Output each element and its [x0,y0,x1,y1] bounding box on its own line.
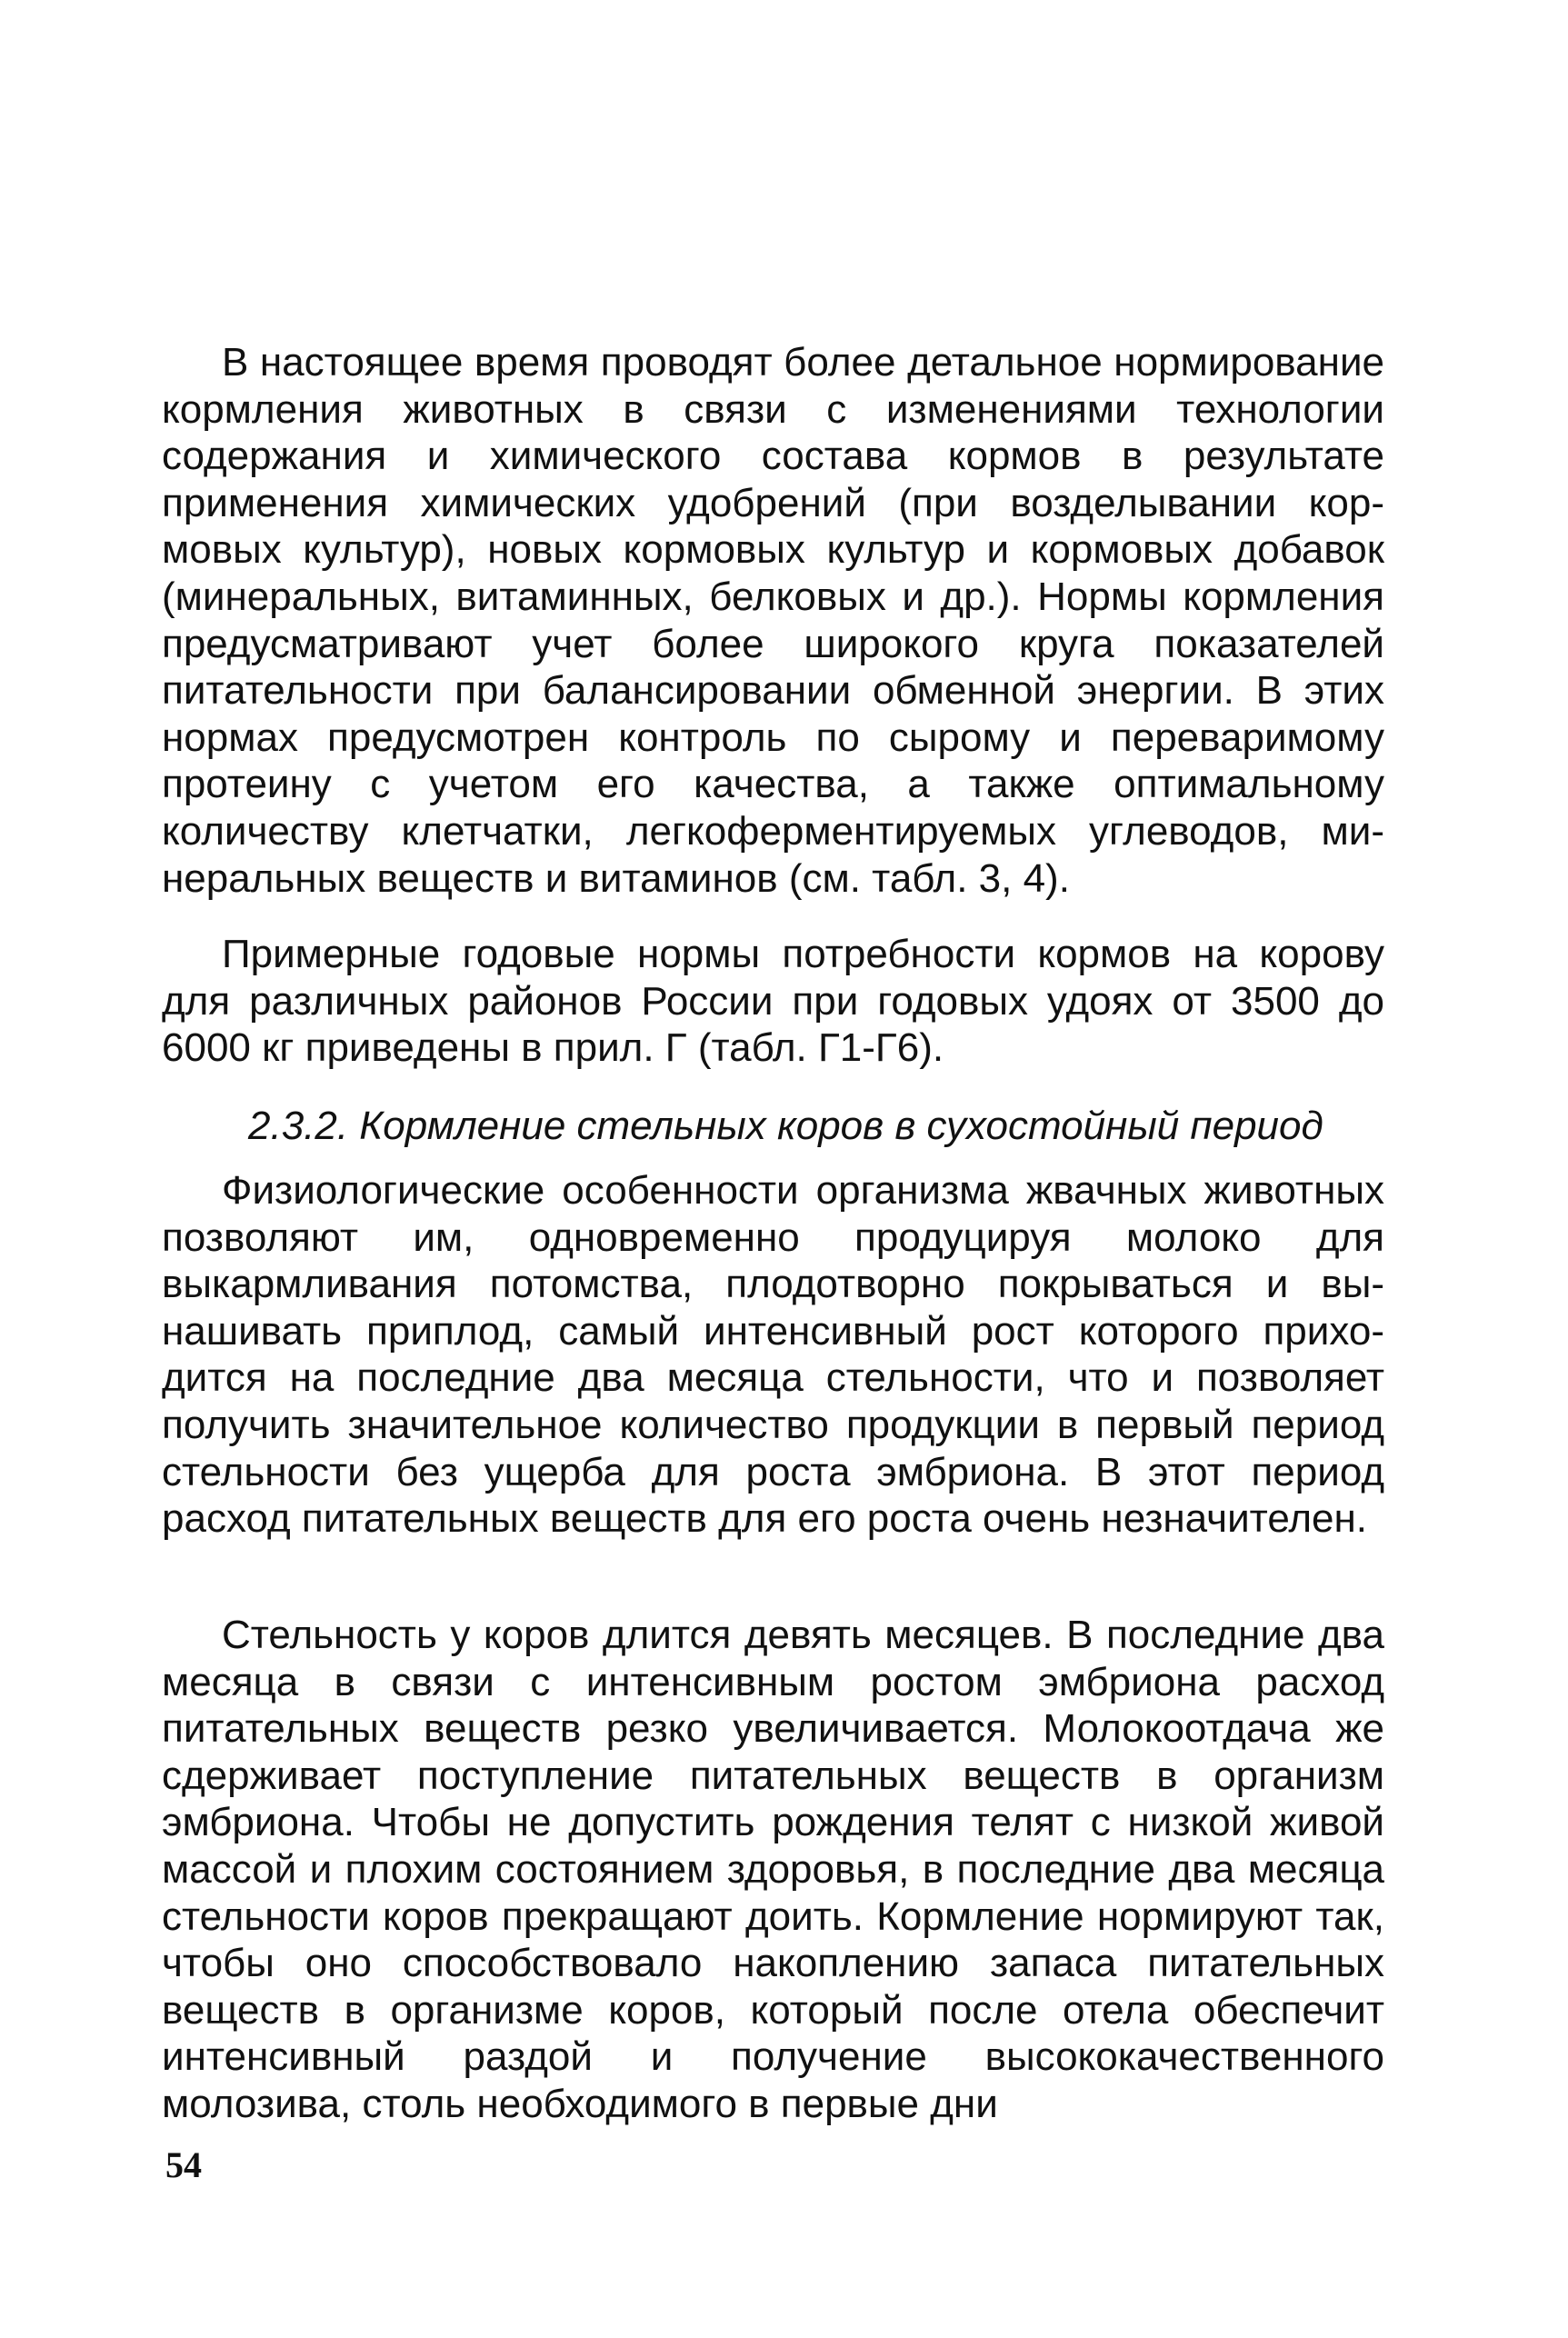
paragraph-physiology: Физиологические особенности организма жвачных животных позволяют им, одновременно продуцируя молоко для выкармливания потомства, плодотворно покрываться и вынашивать приплод, самый интенсивный рост которого приходится на последние два месяца стельности, что и позволяет получить значительное количество продукции в первый период стельности без ущерба для роста эмбриона. В этот период расход питательных веществ для его роста очень незначителен. [162,1168,1384,1542]
page-number: 54 [165,2144,202,2185]
paragraph-gestation: Стельность у коров длится девять месяцев. В последние два месяца в связи с интенсивным ростом эмбриона расход питательных веществ резко увеличивается. Молокоотдача же сдерживает поступление питательных веществ в организм эмбриона. Чтобы не допустить рождения телят с низкой живой массой и плохим состоянием здоровья, в последние два месяца стельности коров прекращают доить. Кормление нормируют так, чтобы оно способствовало накоплению запаса питательных веществ в организме коров, который после отела обеспечит интенсивный раздой и получение высококачественного молозива, столь необходимого в первые дни [162,1613,1384,2126]
body-text-block [162,931,1384,1072]
paragraph-annual-norms: Примерные годовые нормы потребности кормов на корову для различных районов России при годовых удоях от 3500 до 6000 кг приведены в прил. Г (табл. Г1-Г6). [162,932,1384,1071]
body-text-block [162,1167,1384,1543]
body-text-block [162,339,1384,902]
section-heading: 2.3.2. Кормление стельных коров в сухостойный период [248,1104,1323,1148]
body-text-block [162,1612,1384,2128]
paragraph-rationing-overview: В настоящее время проводят более детальное нормирование кормления животных в связи с изменениями технологии содержания и химического состава кормов в результате применения химических удобрений (при возделывании кормовых культур), новых кормовых культур и кормовых добавок (минеральных, витаминных, белковых и др.). Нормы кормления предусматривают учет более широкого круга показателей питательности при балансировании обменной энергии. В этих нормах предусмотрен контроль по сырому и переваримому протеину с учетом его качества, а также оптимальному количеству клетчатки, легкоферментируемых углеводов, минеральных веществ и витаминов (см. табл. 3, 4). [162,340,1384,901]
